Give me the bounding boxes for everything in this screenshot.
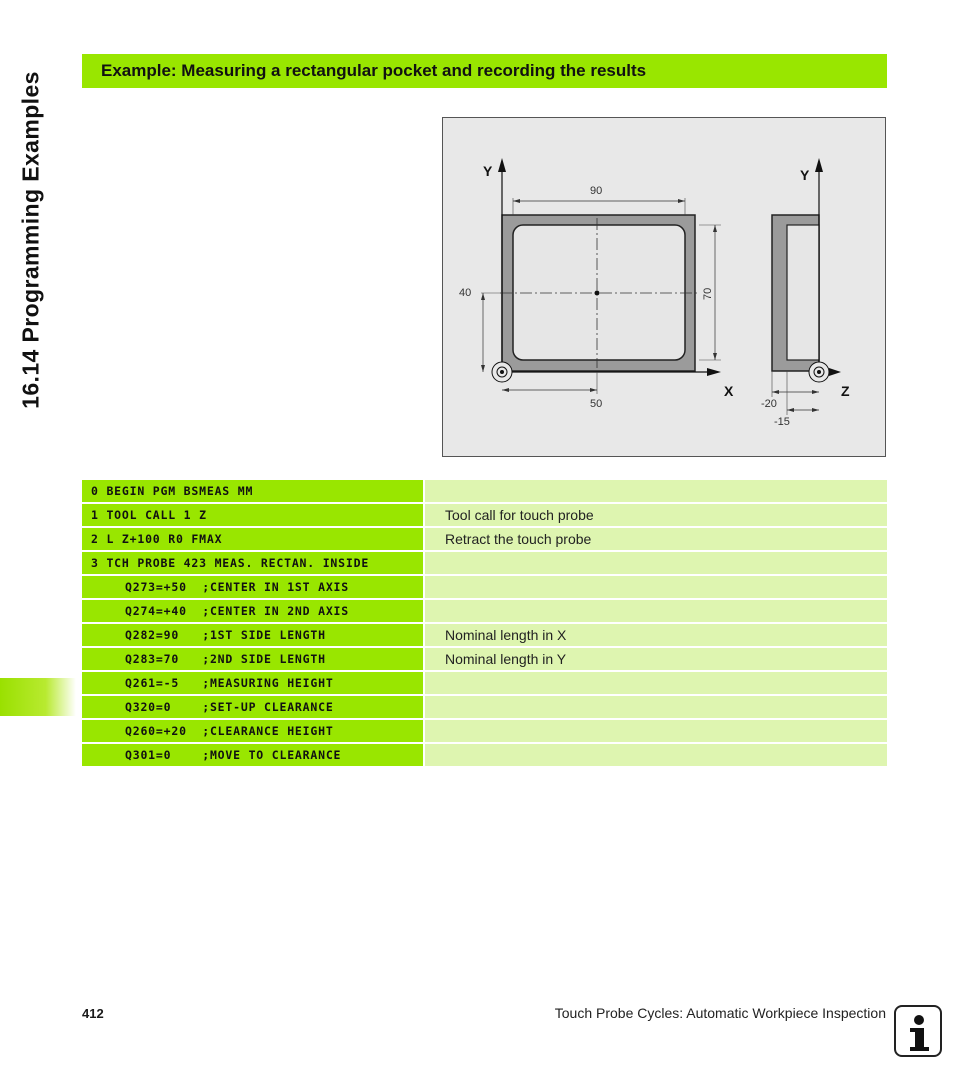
program-comment: Tool call for touch probe <box>425 504 887 526</box>
program-comment <box>425 600 887 622</box>
chapter-tab-marker <box>0 678 76 716</box>
dimension-width-label: 90 <box>590 185 603 197</box>
program-code: Q283=70 ;2ND SIDE LENGTH <box>82 648 423 670</box>
side-chapter-title-text: 16.14 Programming Examples <box>17 71 44 409</box>
program-row <box>82 672 887 694</box>
program-code: 1 TOOL CALL 1 Z <box>82 504 423 526</box>
program-row <box>82 696 887 718</box>
program-row <box>82 600 887 622</box>
program-row <box>82 648 887 670</box>
program-code: Q282=90 ;1ST SIDE LENGTH <box>82 624 423 646</box>
program-row <box>82 744 887 766</box>
program-code: 0 BEGIN PGM BSMEAS MM <box>82 480 423 502</box>
y-axis-left-label: Y <box>483 163 493 179</box>
program-code: 2 L Z+100 R0 FMAX <box>82 528 423 550</box>
technical-drawing-svg <box>443 118 887 458</box>
y-axis-right-label: Y <box>800 167 810 183</box>
program-comment <box>425 744 887 766</box>
dimension-z2-label: -15 <box>774 416 790 428</box>
x-axis-arrow <box>707 368 721 376</box>
info-icon <box>894 1005 942 1057</box>
program-row <box>82 504 887 526</box>
y-axis-right-arrow <box>815 158 823 172</box>
program-code: Q274=+40 ;CENTER IN 2ND AXIS <box>82 600 423 622</box>
program-comment: Nominal length in X <box>425 624 887 646</box>
program-comment <box>425 576 887 598</box>
y-axis-left-arrow <box>498 158 506 172</box>
footer-chapter-title: Touch Probe Cycles: Automatic Workpiece Inspection <box>554 1005 886 1021</box>
program-row <box>82 480 887 502</box>
program-code: Q301=0 ;MOVE TO CLEARANCE <box>82 744 423 766</box>
z-axis-label: Z <box>841 383 850 399</box>
program-row <box>82 528 887 550</box>
program-code: Q261=-5 ;MEASURING HEIGHT <box>82 672 423 694</box>
program-code: Q320=0 ;SET-UP CLEARANCE <box>82 696 423 718</box>
dimension-z1-label: -20 <box>761 398 777 410</box>
program-row <box>82 720 887 742</box>
program-comment <box>425 552 887 574</box>
side-chapter-title <box>2 60 60 420</box>
program-comment <box>425 480 887 502</box>
nc-program-table <box>82 480 887 768</box>
program-comment <box>425 696 887 718</box>
dimension-height-label: 70 <box>702 287 714 300</box>
dimension-center-y-label: 40 <box>459 287 472 299</box>
program-code: Q273=+50 ;CENTER IN 1ST AXIS <box>82 576 423 598</box>
pocket-center-point <box>595 291 600 296</box>
dimension-center-x-label: 50 <box>590 398 603 410</box>
technical-drawing <box>442 117 886 457</box>
z-axis-arrow <box>829 368 841 376</box>
x-axis-label: X <box>724 383 734 399</box>
side-view-pocket <box>787 225 819 360</box>
program-comment <box>425 672 887 694</box>
program-comment: Retract the touch probe <box>425 528 887 550</box>
program-code: 3 TCH PROBE 423 MEAS. RECTAN. INSIDE <box>82 552 423 574</box>
section-title: Example: Measuring a rectangular pocket and recording the results <box>101 61 647 80</box>
program-comment <box>425 720 887 742</box>
program-row <box>82 624 887 646</box>
page-number: 412 <box>82 1006 104 1021</box>
program-comment: Nominal length in Y <box>425 648 887 670</box>
program-code: Q260=+20 ;CLEARANCE HEIGHT <box>82 720 423 742</box>
program-row <box>82 576 887 598</box>
section-header <box>82 54 887 88</box>
program-row <box>82 552 887 574</box>
